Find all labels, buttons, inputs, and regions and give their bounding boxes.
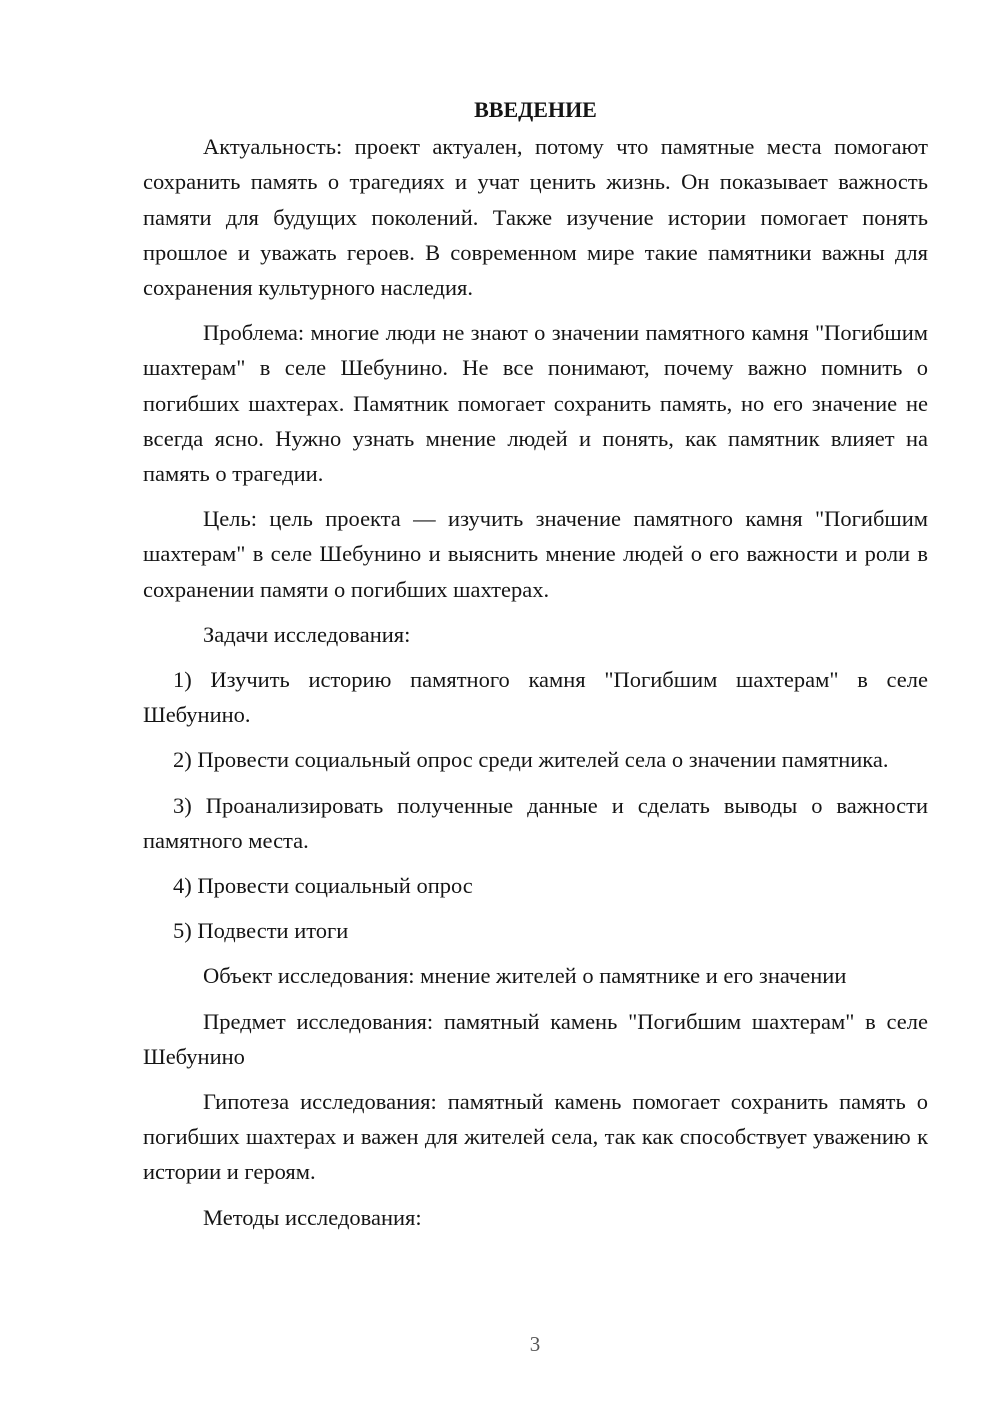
task-item-4: 4) Провести социальный опрос	[173, 873, 473, 899]
tasks-heading: Задачи исследования:	[203, 621, 411, 647]
methods-heading: Методы исследования:	[203, 1204, 422, 1230]
page-content	[143, 92, 928, 1245]
task-item-5: 5) Подвести итоги	[173, 918, 349, 944]
task-item-2: 2) Провести социальный опрос среди жителей села о значении памятника.	[173, 747, 889, 773]
object-paragraph: Объект исследования: мнение жителей о памятнике и его значении	[203, 963, 847, 989]
page-number: 3	[529, 1332, 541, 1356]
goal-paragraph: Цель: цель проекта — изучить значение памятного камня "Погибшим шахтерам" в селе Шебунино и выяснить мнение людей о его важности и роли в сохранении памяти о погибших шахтерах.	[143, 506, 928, 602]
task-item-1: 1) Изучить историю памятного камня "Погибшим шахтерам" в селе Шебунино.	[143, 667, 928, 728]
relevance-paragraph: Актуальность: проект актуален, потому что памятные места помогают сохранить память о трагедиях и учат ценить жизнь. Он показывает важность памяти для будущих поколений. Также изучение истории помогает понять прошлое и уважать героев. В современном мире такие памятники важны для сохранения культурного наследия.	[143, 134, 928, 301]
task-item-3: 3) Проанализировать полученные данные и сделать выводы о важности памятного места.	[143, 792, 928, 853]
problem-paragraph: Проблема: многие люди не знают о значении памятного камня "Погибшим шахтерам" в селе Шебунино. Не все понимают, почему важно помнить о погибших шахтерах. Памятник помогает сохранить память, но его значение не всегда ясно. Нужно узнать мнение людей и понять, как памятник влияет на память о трагедии.	[143, 320, 928, 487]
subject-paragraph: Предмет исследования: памятный камень "Погибшим шахтерам" в селе Шебунино	[143, 1008, 928, 1069]
page-title: ВВЕДЕНИЕ	[474, 97, 597, 122]
hypothesis-paragraph: Гипотеза исследования: памятный камень помогает сохранить память о погибших шахтерах и важен для жителей села, так как способствует уважению к истории и героям.	[143, 1089, 928, 1185]
